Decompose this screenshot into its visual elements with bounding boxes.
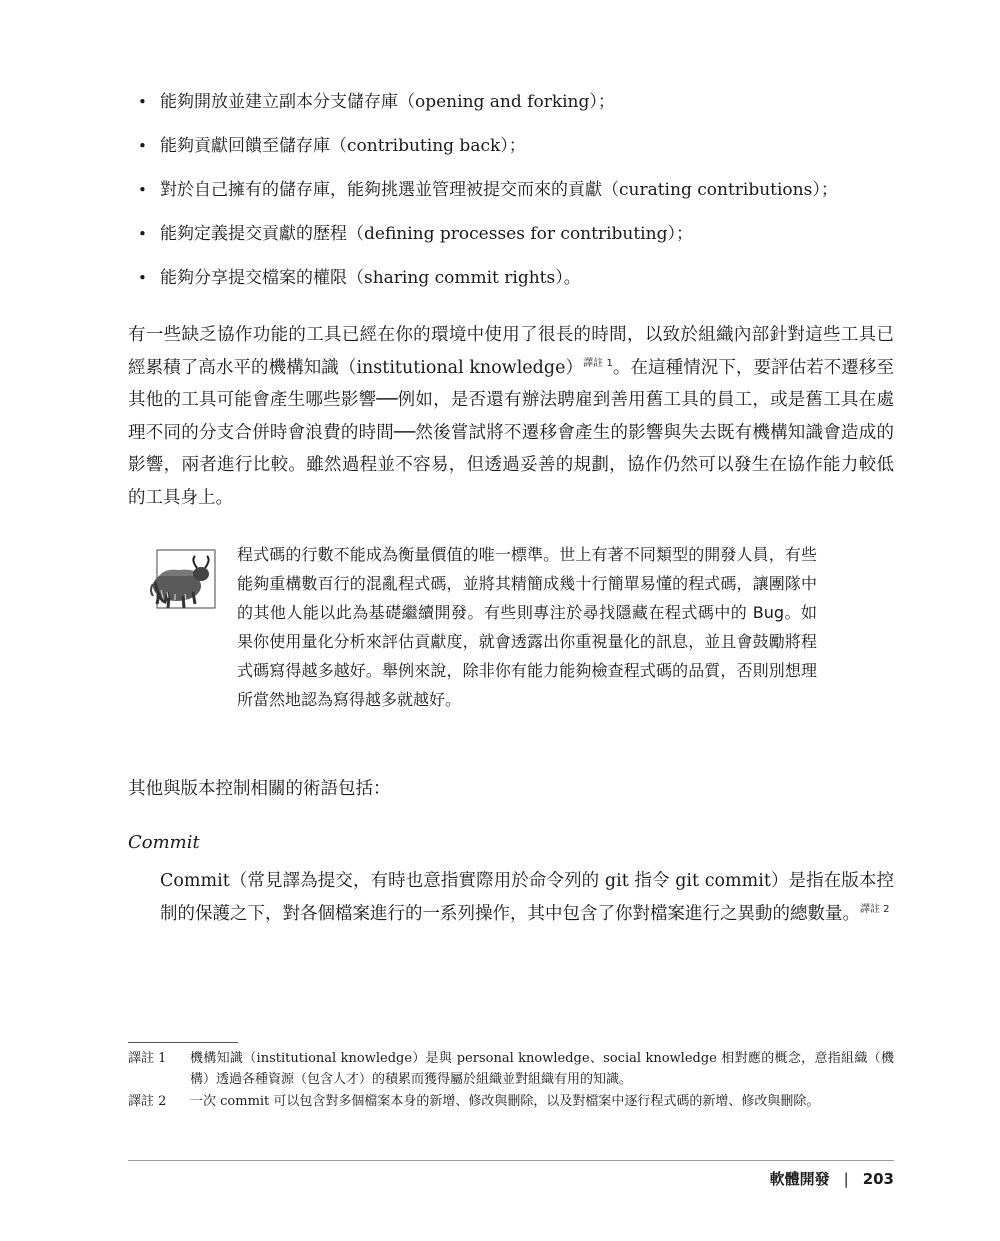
term-heading: Commit <box>128 832 200 853</box>
section-title: 軟體開發 <box>769 1170 830 1188</box>
bullet-list <box>128 84 898 304</box>
tip-text: 程式碼的行數不能成為衡量價值的唯一標準。世上有著不同類型的開發人員，有些能夠重構數百行的混亂程式碼，並將其精簡成幾十行簡單易懂的程式碼，讓團隊中的其他人能以此為基礎繼續開發。有些則專注於尋找隱藏在程式碼中的 Bug。如果你使用量化分析來評估貢獻度，就會透露出你重視量化的訊息，並且會鼓勵將程式碼寫得越多越好。舉例來說，除非你有能力能夠檢查程式碼的品質，否則別想理所當然地認為寫得越多就越好。 <box>237 545 817 709</box>
bullet-marker: • <box>138 93 147 111</box>
footnote-ref-1[interactable]: 譯註 1 <box>583 357 613 369</box>
bullet-marker: • <box>138 225 147 243</box>
page-number: 203 <box>862 1170 894 1188</box>
footnote-label: 譯註 1 <box>128 1051 167 1066</box>
page-footer <box>770 1168 894 1190</box>
footer-separator: | <box>843 1170 849 1188</box>
footnote-divider <box>128 1042 238 1043</box>
list-item-text: 能夠貢獻回饋至儲存庫（contributing back）； <box>160 136 526 156</box>
list-item-text: 對於自己擁有的儲存庫，能夠挑選並管理被提交而來的貢獻（curating contributions）； <box>160 180 838 200</box>
footnote-1 <box>128 1048 894 1090</box>
list-item <box>128 84 898 128</box>
list-item <box>128 216 898 260</box>
footnote-ref-2[interactable]: 譯註 2 <box>860 903 890 915</box>
footnote-text: 一次 commit 可以包含對多個檔案本身的新增、修改與刪除，以及對檔案中逐行程式碼的新增、修改與刪除。 <box>190 1094 820 1109</box>
tip-box <box>145 540 825 740</box>
list-item-text: 能夠定義提交貢獻的歷程（defining processes for contributing）； <box>160 224 693 244</box>
bullet-marker: • <box>138 137 147 155</box>
paragraph-text-1: 有一些缺乏協作功能的工具已經在你的環境中使用了很長的時間，以致於組織內部針對這些工具已經累積了高水平的機構知識（institutional knowledge） <box>128 325 894 378</box>
definition-text: Commit（常見譯為提交，有時也意指實際用於命令列的 git 指令 git commit）是指在版本控制的保護之下，對各個檔案進行的一系列操作，其中包含了你對檔案進行之異動的總數量。 <box>160 871 894 924</box>
body-paragraph <box>128 319 894 514</box>
list-item-text: 能夠開放並建立副本分支儲存庫（opening and forking）； <box>160 92 615 112</box>
footer-divider <box>128 1160 894 1161</box>
terms-lead-sentence: 其他與版本控制相關的術語包括： <box>128 779 391 799</box>
list-item <box>128 128 898 172</box>
footnote-label: 譯註 2 <box>128 1094 167 1109</box>
list-item <box>128 260 898 304</box>
term-definition <box>160 865 894 930</box>
bullet-marker: • <box>138 269 147 287</box>
list-item <box>128 172 898 216</box>
footnote-text: 機構知識（institutional knowledge）是與 personal knowledge、social knowledge 相對應的概念，意指組織（機構）透過各種資源（包含人才）的積累而獲得屬於組織並對組織有用的知識。 <box>190 1051 894 1087</box>
bullet-marker: • <box>138 181 147 199</box>
paragraph-text-2: 。在這種情況下，要評估若不遷移至其他的工具可能會產生哪些影響──例如，是否還有辦法聘雇到善用舊工具的員工，或是舊工具在處理不同的分支合併時會浪費的時間──然後嘗試將不遷移會產生的影響與失去既有機構知識會造成的影響，兩者進行比較。雖然過程並不容易，但透過妥善的規劃，協作仍然可以發生在協作能力較低的工具身上。 <box>128 357 894 508</box>
list-item-text: 能夠分享提交檔案的權限（sharing commit rights）。 <box>160 268 581 288</box>
yak-icon <box>145 546 217 618</box>
footnote-2 <box>128 1091 894 1112</box>
